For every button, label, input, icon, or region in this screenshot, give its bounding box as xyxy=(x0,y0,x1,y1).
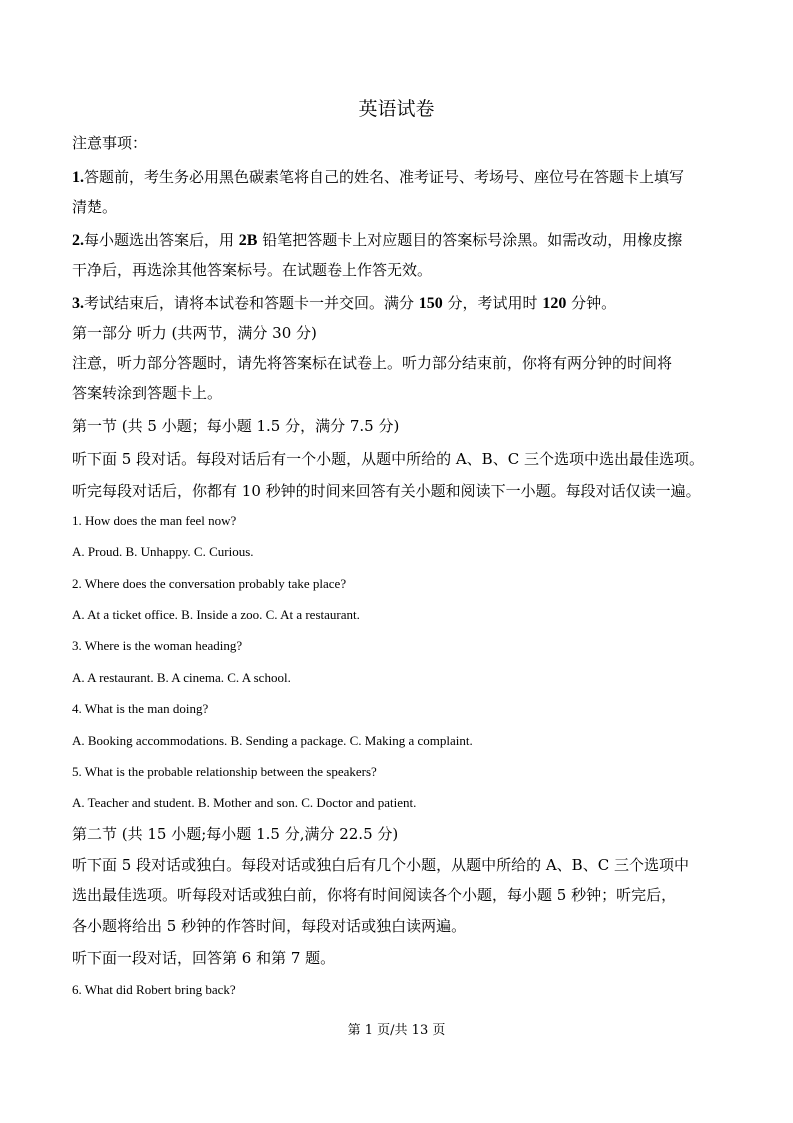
question-4-options: A. Booking accommodations. B. Sending a package. C. Making a complaint. xyxy=(72,733,473,748)
instruction-3-text: 考试结束后，请将本试卷和答题卡一并交回。满分 xyxy=(84,294,419,312)
question-3: 3. Where is the woman heading? xyxy=(72,638,243,653)
notice-heading: 注意事项： xyxy=(72,134,148,152)
section-two-directions-line-1: 听下面 5 段对话或独白。每段对话或独白后有几个小题，从题中所给的 A、B、C 三个选项中 xyxy=(72,856,689,874)
instruction-2-number: 2. xyxy=(72,232,84,249)
instruction-2-text-end: 铅笔把答题卡上对应题目的答案标号涂黑。如需改动，用橡皮擦 xyxy=(257,231,683,249)
instruction-2-text: 每小题选出答案后，用 xyxy=(84,231,239,249)
part-one-heading: 第一部分 听力 (共两节，满分 30 分) xyxy=(72,324,317,342)
section-two-heading: 第二节 (共 15 小题;每小题 1.5 分,满分 22.5 分) xyxy=(72,825,399,843)
question-5-options: A. Teacher and student. B. Mother and son. C. Doctor and patient. xyxy=(72,795,417,810)
section-one-directions-line-1: 听下面 5 段对话。每段对话后有一个小题，从题中所给的 A、B、C 三个选项中选出最佳选项。 xyxy=(72,450,704,468)
question-4: 4. What is the man doing? xyxy=(72,701,209,716)
dialogue-intro: 听下面一段对话，回答第 6 和第 7 题。 xyxy=(72,949,336,967)
instruction-2 xyxy=(72,229,682,252)
question-2-options: A. At a ticket office. B. Inside a zoo. C. At a restaurant. xyxy=(72,607,360,622)
section-two-directions-line-3: 各小题将给出 5 秒钟的作答时间，每段对话或独白读两遍。 xyxy=(72,917,467,935)
section-one-heading: 第一节 (共 5 小题；每小题 1.5 分，满分 7.5 分) xyxy=(72,417,400,435)
instruction-1-cont: 清楚。 xyxy=(72,198,118,216)
instruction-1-text: 答题前，考生务必用黑色碳素笔将自己的姓名、准考证号、考场号、座位号在答题卡上填写 xyxy=(84,168,685,186)
question-1-options: A. Proud. B. Unhappy. C. Curious. xyxy=(72,544,254,559)
question-5: 5. What is the probable relationship between the speakers? xyxy=(72,764,377,779)
section-two-directions-line-2: 选出最佳选项。听每段对话或独白前，你将有时间阅读各个小题，每小题 5 秒钟；听完后， xyxy=(72,886,677,904)
instruction-3-number: 3. xyxy=(72,295,84,312)
part-one-note-line-2: 答案转涂到答题卡上。 xyxy=(72,384,223,402)
instruction-3-score: 150 xyxy=(418,295,443,312)
instruction-3-text-mid: 分，考试用时 xyxy=(442,294,543,312)
instruction-1 xyxy=(72,166,684,189)
question-1: 1. How does the man feel now? xyxy=(72,513,237,528)
page-title: 英语试卷 xyxy=(358,98,435,120)
instruction-2-cont: 干净后，再选涂其他答案标号。在试题卷上作答无效。 xyxy=(72,261,433,279)
question-6: 6. What did Robert bring back? xyxy=(72,982,236,997)
question-2: 2. Where does the conversation probably take place? xyxy=(72,576,347,591)
question-3-options: A. A restaurant. B. A cinema. C. A school. xyxy=(72,670,291,685)
section-one-directions-line-2: 听完每段对话后，你都有 10 秒钟的时间来回答有关小题和阅读下一小题。每段对话仅读一遍。 xyxy=(72,482,701,500)
instruction-3-text-end: 分钟。 xyxy=(566,294,617,312)
instruction-1-number: 1. xyxy=(72,169,84,186)
part-one-note-line-1: 注意，听力部分答题时，请先将答案标在试卷上。听力部分结束前，你将有两分钟的时间将 xyxy=(72,354,673,372)
page-footer: 第 1 页/共 13 页 xyxy=(347,1023,446,1038)
instruction-3 xyxy=(72,292,616,315)
instruction-2-pencil: 2B xyxy=(238,232,258,249)
instruction-3-time: 120 xyxy=(542,295,567,312)
